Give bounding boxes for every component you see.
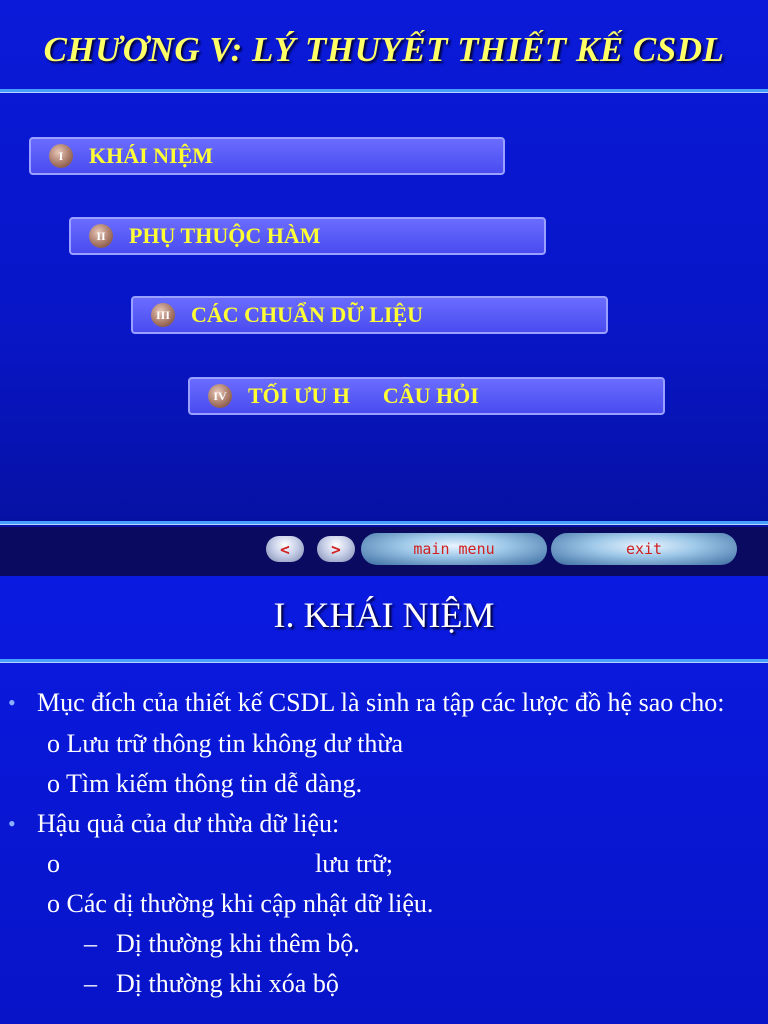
previous-button[interactable]: < [266,536,304,562]
bullet-text: Tìm kiếm thông tin dễ dàng. [66,769,363,798]
bullet-list [0,686,768,1003]
menu-item-label: KHÁI NIỆM [89,143,214,168]
sub-bullet-icon: o [47,769,60,798]
menu-item-phu-thuoc-ham[interactable] [69,217,546,255]
menu-item-cac-chuan-du-lieu[interactable] [131,296,608,334]
content-slide [0,576,768,1024]
sub-bullet-icon: o [47,889,60,918]
list-item [0,805,768,843]
bullet-text: Lưu trữ thông tin không dư thừa [66,729,404,758]
next-button[interactable]: > [317,536,355,562]
list-item [0,686,768,719]
list-item [0,885,768,923]
menu-item-label: TỐI ƯU H CÂU HỎI [248,383,479,408]
sub-bullet-icon: o [47,849,60,878]
numeral-badge: IV [208,384,232,408]
numeral-badge: III [151,303,175,327]
section-title: I. KHÁI NIỆM [273,595,495,635]
sub-bullet-icon: o [47,729,60,758]
exit-button[interactable]: exit [551,533,737,565]
footer-divider [0,521,768,524]
bullet-text: Dị thường khi xóa bộ [116,969,339,998]
dash-bullet-icon: – [84,929,97,958]
bullet-text: Mục đích của thiết kế CSDL là sinh ra tập các lược đồ hệ sao cho: [37,688,725,717]
menu-item-label: PHỤ THUỘC HÀM [129,223,321,248]
numeral-badge: II [89,224,113,248]
bullet-text: Hậu quả của dư thừa dữ liệu: [37,809,340,838]
numeral-badge: I [49,144,73,168]
title-divider [0,659,768,662]
list-item [0,725,768,763]
list-item [0,965,768,1003]
menu-item-toi-uu-cau-hoi[interactable] [188,377,665,415]
dash-bullet-icon: – [84,969,97,998]
bullet-text: lưu trữ; [315,849,394,878]
title-divider [0,89,768,92]
bullet-text: Dị thường khi thêm bộ. [116,929,360,958]
list-item [0,925,768,963]
bullet-text: Các dị thường khi cập nhật dữ liệu. [66,889,434,918]
list-item [0,765,768,803]
bullet-dot-icon: • [8,690,16,715]
menu-item-khai-niem[interactable] [29,137,505,175]
bullet-dot-icon: • [8,811,16,836]
menu-item-label: CÁC CHUẨN DỮ LIỆU [191,302,424,327]
list-item [0,845,768,883]
chapter-title: CHƯƠNG V: LÝ THUYẾT THIẾT KẾ CSDL [43,30,725,69]
main-menu-button[interactable]: main menu [361,533,547,565]
